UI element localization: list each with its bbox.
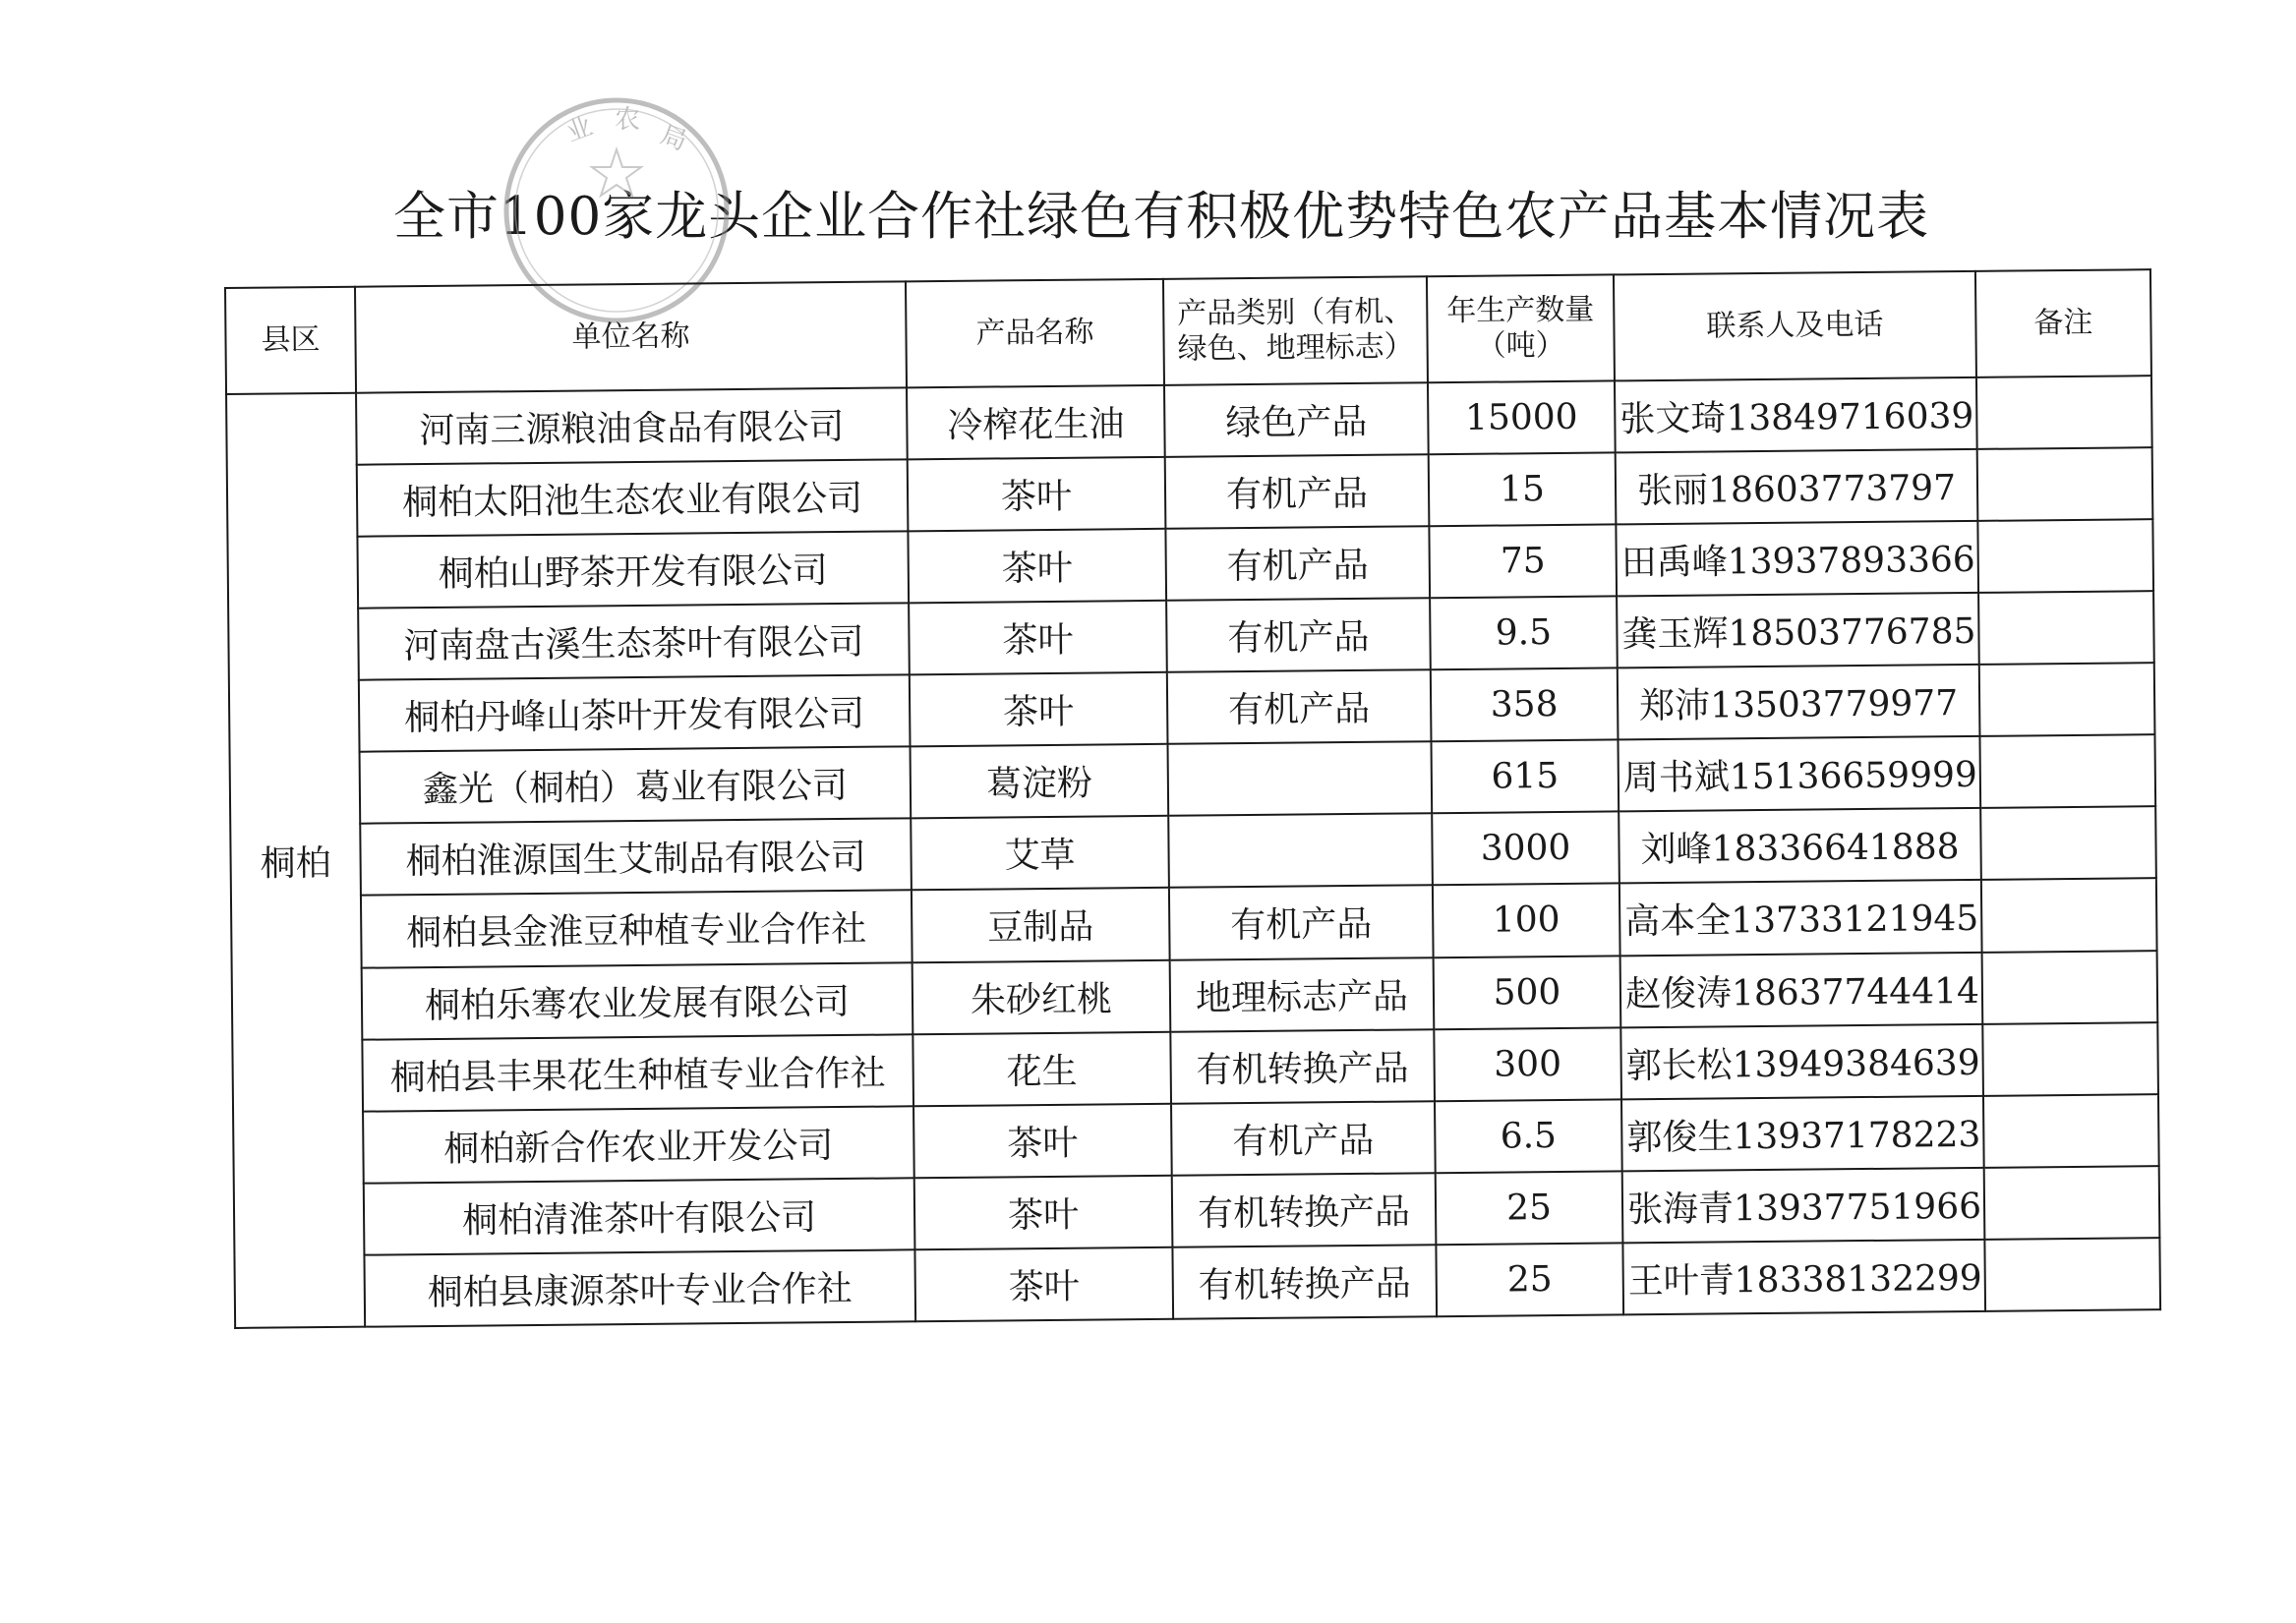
product-cell: 葛淀粉 (911, 744, 1169, 819)
contact-cell: 赵俊涛18637744414 (1620, 952, 1983, 1027)
header-output: 年生产数量（吨） (1427, 274, 1615, 382)
output-cell: 75 (1429, 525, 1617, 599)
output-cell: 3000 (1432, 812, 1619, 886)
header-contact: 联系人及电话 (1614, 271, 1976, 381)
product-cell: 豆制品 (912, 888, 1170, 962)
product-table-container (224, 268, 2159, 1329)
company-cell: 河南三源粮油食品有限公司 (356, 387, 908, 464)
table-header-row (225, 269, 2151, 394)
remarks-cell (1977, 447, 2153, 521)
remarks-cell (1982, 1022, 2158, 1096)
contact-cell: 周书斌15136659999 (1618, 736, 1980, 812)
product-cell: 茶叶 (909, 601, 1167, 675)
product-table (224, 268, 2161, 1329)
remarks-cell (1979, 734, 2155, 808)
company-cell: 鑫光（桐柏）葛业有限公司 (360, 747, 912, 824)
remarks-cell (1982, 951, 2158, 1024)
header-product: 产品名称 (906, 279, 1164, 388)
category-cell (1168, 742, 1433, 817)
svg-text:业: 业 (562, 111, 597, 148)
remarks-cell (1980, 807, 2156, 881)
output-cell: 358 (1431, 668, 1619, 742)
contact-cell: 郭长松13949384639 (1620, 1023, 1983, 1099)
category-cell: 有机产品 (1171, 1101, 1436, 1176)
product-cell: 茶叶 (908, 457, 1166, 532)
category-cell: 有机转换产品 (1172, 1173, 1437, 1247)
product-cell: 茶叶 (914, 1175, 1173, 1249)
contact-cell: 张文琦13849716039 (1615, 377, 1977, 453)
svg-text:农: 农 (615, 105, 641, 135)
svg-text:局: 局 (656, 120, 691, 157)
company-cell: 河南盘古溪生态茶叶有限公司 (358, 604, 910, 680)
company-cell: 桐柏县丰果花生种植专业合作社 (362, 1034, 913, 1111)
contact-cell: 刘峰18336641888 (1619, 808, 1981, 884)
output-cell: 300 (1434, 1027, 1621, 1101)
output-cell: 15000 (1428, 380, 1616, 454)
category-cell: 有机产品 (1165, 454, 1430, 529)
company-cell: 桐柏乐骞农业发展有限公司 (362, 962, 913, 1039)
product-cell: 茶叶 (913, 1103, 1172, 1178)
product-cell: 花生 (913, 1031, 1171, 1106)
remarks-cell (1984, 1238, 2160, 1311)
company-cell: 桐柏新合作农业开发公司 (363, 1106, 914, 1183)
header-county: 县区 (225, 287, 356, 394)
category-cell: 有机产品 (1165, 526, 1430, 601)
output-cell: 15 (1429, 452, 1617, 526)
header-company: 单位名称 (355, 281, 907, 392)
contact-cell: 张海青13937751966 (1622, 1168, 1985, 1244)
category-cell: 绿色产品 (1164, 382, 1429, 457)
company-cell: 桐柏县康源茶叶专业合作社 (364, 1249, 915, 1327)
category-cell (1168, 814, 1433, 889)
company-cell: 桐柏丹峰山茶叶开发有限公司 (359, 675, 911, 752)
product-cell: 茶叶 (908, 529, 1166, 604)
product-cell: 冷榨花生油 (907, 385, 1165, 460)
output-cell: 500 (1434, 956, 1621, 1029)
category-cell: 地理标志产品 (1170, 957, 1435, 1032)
contact-cell: 郭俊生13937178223 (1621, 1095, 1984, 1171)
product-cell: 茶叶 (910, 672, 1168, 747)
page-title: 全市100家龙头企业合作社绿色有积极优势特色农产品基本情况表 (393, 187, 1930, 247)
remarks-cell (1981, 879, 2157, 953)
remarks-cell (1979, 663, 2155, 736)
product-cell: 茶叶 (914, 1247, 1173, 1322)
remarks-cell (1976, 376, 2152, 449)
category-cell: 有机产品 (1167, 669, 1432, 744)
output-cell: 6.5 (1435, 1099, 1622, 1173)
remarks-cell (1978, 591, 2154, 665)
contact-cell: 张丽18603773797 (1616, 449, 1978, 525)
remarks-cell (1977, 519, 2153, 593)
category-cell: 有机产品 (1166, 598, 1431, 672)
contact-cell: 田禹峰13937893366 (1616, 521, 1978, 597)
company-cell: 桐柏淮源国生艾制品有限公司 (360, 819, 912, 896)
county-cell: 桐柏 (226, 393, 365, 1328)
contact-cell: 郑沛13503779977 (1618, 665, 1980, 740)
contact-cell: 龚玉辉18503776785 (1617, 593, 1979, 668)
header-category: 产品类别（有机、绿色、地理标志） (1163, 276, 1428, 385)
output-cell: 615 (1431, 740, 1619, 814)
remarks-cell (1984, 1166, 2160, 1240)
company-cell: 桐柏山野茶开发有限公司 (357, 531, 909, 608)
remarks-cell (1983, 1094, 2159, 1168)
category-cell: 有机转换产品 (1170, 1029, 1435, 1104)
contact-cell: 王叶青18338132299 (1622, 1240, 1985, 1315)
category-cell: 有机转换产品 (1172, 1245, 1437, 1319)
output-cell: 25 (1436, 1171, 1623, 1245)
output-cell: 25 (1436, 1243, 1623, 1316)
header-remarks: 备注 (1975, 269, 2151, 377)
product-cell: 朱砂红桃 (913, 959, 1171, 1034)
category-cell: 有机产品 (1169, 886, 1434, 960)
company-cell: 桐柏县金淮豆种植专业合作社 (361, 891, 913, 967)
output-cell: 9.5 (1430, 597, 1618, 670)
company-cell: 桐柏太阳池生态农业有限公司 (357, 459, 909, 536)
company-cell: 桐柏清淮茶叶有限公司 (364, 1178, 915, 1254)
product-cell: 艾草 (911, 816, 1169, 891)
contact-cell: 高本全13733121945 (1619, 880, 1982, 956)
output-cell: 100 (1433, 884, 1620, 957)
